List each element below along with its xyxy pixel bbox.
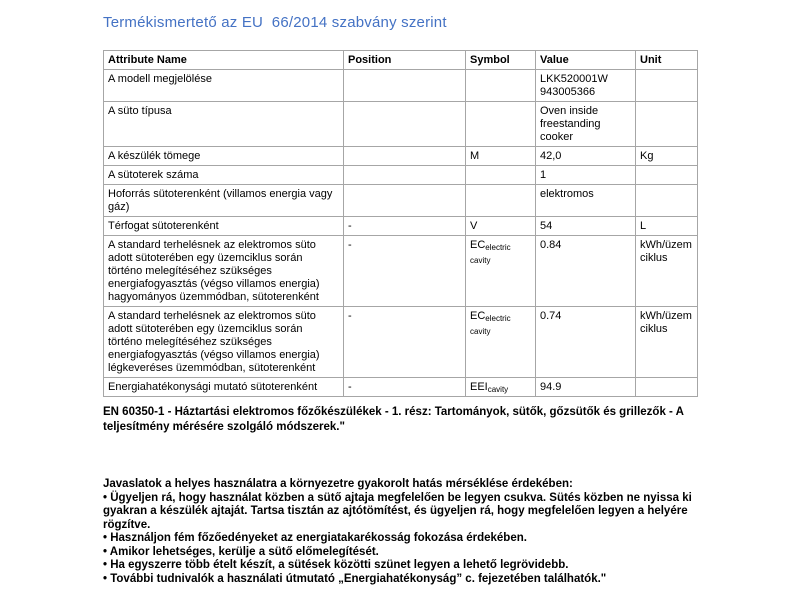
cell-attribute: A standard terhelésnek az elektromos süto adott sütoterében egy üzemciklus során történo melegítéséhez szükséges energiafogyasztás (végso villamos energia) légkeveréses üzemmódban, sütoterenként: [104, 307, 344, 378]
advice-bullet: • Használjon fém főzőedényeket az energiatakarékosság fokozása érdekében.: [103, 532, 527, 544]
cell-value: elektromos: [536, 185, 636, 217]
cell-value: 54: [536, 217, 636, 236]
advice-bullet: • Ha egyszerre több ételt készít, a sütések közötti szünet legyen a lehető legrövidebb.: [103, 559, 569, 571]
col-header-unit: Unit: [636, 51, 698, 70]
symbol-base: M: [470, 150, 480, 162]
cell-position: -: [344, 217, 466, 236]
advice-heading: Javaslatok a helyes használatra a környezetre gyakorolt hatás mérséklése érdekében:: [103, 478, 573, 490]
cell-symbol: [466, 378, 536, 397]
table-row: [104, 147, 698, 166]
cell-value: 94.9: [536, 378, 636, 397]
cell-unit: L: [636, 217, 698, 236]
cell-attribute: Hoforrás sütoterenként (villamos energia vagy gáz): [104, 185, 344, 217]
advice-list: [103, 492, 697, 587]
table-row: [104, 102, 698, 147]
cell-symbol: [466, 185, 536, 217]
table-row: [104, 378, 698, 397]
cell-position: [344, 166, 466, 185]
cell-unit: [636, 70, 698, 102]
cell-symbol: [466, 70, 536, 102]
cell-symbol: [466, 102, 536, 147]
header-row: [104, 51, 698, 70]
cell-unit: Kg: [636, 147, 698, 166]
cell-position: -: [344, 236, 466, 307]
cell-unit: kWh/üzem ciklus: [636, 236, 698, 307]
cell-position: [344, 70, 466, 102]
cell-symbol: [466, 217, 536, 236]
advice-bullet: • Amikor lehetséges, kerülje a sütő előmelegítését.: [103, 545, 379, 558]
advice-bullet: • További tudnivalók a használati útmutató „Energiahatékonyság” c. fejezetében találhatók.": [103, 572, 607, 585]
cell-position: [344, 102, 466, 147]
col-header-position: Position: [344, 51, 466, 70]
cell-attribute: A standard terhelésnek az elektromos süto adott sütoterében egy üzemciklus során történo melegítéséhez szükséges energiafogyasztás (végso villamos energia) hagyományos üzemmódban, sütoterenként: [104, 236, 344, 307]
cell-symbol: [466, 236, 536, 307]
symbol-subscript: electric cavity: [470, 314, 511, 336]
symbol-base: EEI: [470, 381, 488, 393]
col-header-attribute-name: Attribute Name: [104, 51, 344, 70]
cell-value: LKK520001W 943005366: [536, 70, 636, 102]
cell-symbol: [466, 166, 536, 185]
product-table-header: [104, 51, 698, 70]
table-row: [104, 217, 698, 236]
advice-bullet: • Ügyeljen rá, hogy használat közben a sütő ajtaja megfelelően be legyen csukva. Sütés közben ne nyissa ki gyakran a készülék ajtaját. Tartsa tisztán az ajtótömítést, és ügyeljen rá, hogy megfelelően legyen a helyére rögzítve.: [103, 491, 692, 531]
cell-value: 42,0: [536, 147, 636, 166]
table-row: [104, 236, 698, 307]
cell-attribute: Energiahatékonysági mutató sütoterenként: [104, 378, 344, 397]
col-header-symbol: Symbol: [466, 51, 536, 70]
cell-symbol: [466, 147, 536, 166]
cell-unit: [636, 378, 698, 397]
cell-unit: [636, 166, 698, 185]
symbol-base: EC: [470, 239, 486, 251]
cell-value: 0.84: [536, 236, 636, 307]
page-root: [103, 14, 697, 586]
cell-unit: kWh/üzem ciklus: [636, 307, 698, 378]
cell-position: -: [344, 307, 466, 378]
cell-position: -: [344, 378, 466, 397]
cell-attribute: A süto típusa: [104, 102, 344, 147]
product-table: [103, 50, 698, 397]
cell-attribute: Térfogat sütoterenként: [104, 217, 344, 236]
symbol-base: V: [470, 220, 478, 232]
cell-attribute: A modell megjelölése: [104, 70, 344, 102]
product-table-body: [104, 70, 698, 397]
standard-note: EN 60350-1 - Háztartási elektromos főzőkészülékek - 1. rész: Tartományok, sütők, gőzsütők és grillezők - A teljesítmény mérésére szolgáló módszerek.": [103, 406, 684, 433]
cell-value: 1: [536, 166, 636, 185]
cell-value: Oven inside freestanding cooker: [536, 102, 636, 147]
cell-attribute: A készülék tömege: [104, 147, 344, 166]
col-header-value: Value: [536, 51, 636, 70]
table-row: [104, 307, 698, 378]
table-row: [104, 185, 698, 217]
cell-symbol: [466, 307, 536, 378]
symbol-base: EC: [470, 310, 486, 322]
cell-position: [344, 185, 466, 217]
cell-unit: [636, 185, 698, 217]
cell-attribute: A sütoterek száma: [104, 166, 344, 185]
cell-position: [344, 147, 466, 166]
cell-unit: [636, 102, 698, 147]
cell-value: 0.74: [536, 307, 636, 378]
symbol-subscript: cavity: [487, 385, 509, 394]
table-row: [104, 166, 698, 185]
table-row: [104, 70, 698, 102]
page-title: Termékismertető az EU 66/2014 szabvány szerint: [103, 14, 447, 31]
symbol-subscript: electric cavity: [470, 243, 511, 265]
advice-section: [103, 478, 697, 586]
